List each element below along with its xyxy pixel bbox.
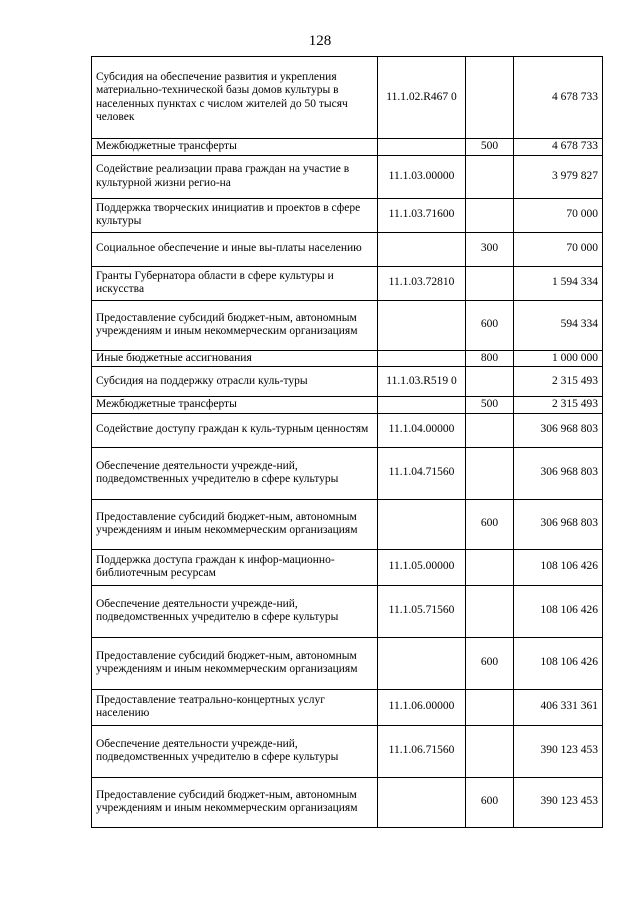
expense-name: Субсидия на обеспечение развития и укрепления материально-технической базы домов культуры в населенных пунктах с числом жителей до 50 тысяч человек xyxy=(92,57,378,139)
table-row xyxy=(92,585,603,637)
expense-type-code: 500 xyxy=(466,397,514,414)
table-row xyxy=(92,155,603,198)
amount: 4 678 733 xyxy=(514,139,603,156)
program-code: 11.1.03.72810 xyxy=(378,266,466,300)
expense-type-code xyxy=(466,413,514,447)
amount: 1 594 334 xyxy=(514,266,603,300)
amount: 2 315 493 xyxy=(514,397,603,414)
expense-type-code xyxy=(466,155,514,198)
expense-name: Содействие реализации права граждан на участие в культурной жизни регио-на xyxy=(92,155,378,198)
expense-type-code xyxy=(466,266,514,300)
table-row xyxy=(92,232,603,266)
table-row xyxy=(92,300,603,350)
expense-name: Предоставление театрально-концертных услуг населению xyxy=(92,689,378,725)
program-code xyxy=(378,499,466,549)
page-number: 128 xyxy=(308,33,332,49)
program-code xyxy=(378,637,466,689)
expense-name: Предоставление субсидий бюджет-ным, автономным учреждениям и иным некоммерческим организациям xyxy=(92,777,378,827)
expense-type-code xyxy=(466,367,514,397)
table-row xyxy=(92,725,603,777)
amount: 108 106 426 xyxy=(514,549,603,585)
expense-name: Межбюджетные трансферты xyxy=(92,397,378,414)
amount: 390 123 453 xyxy=(514,725,603,777)
expense-type-code: 300 xyxy=(466,232,514,266)
table-row xyxy=(92,198,603,232)
expense-type-code xyxy=(466,585,514,637)
expense-name: Иные бюджетные ассигнования xyxy=(92,350,378,367)
expense-type-code: 800 xyxy=(466,350,514,367)
amount: 2 315 493 xyxy=(514,367,603,397)
table-row xyxy=(92,413,603,447)
amount: 594 334 xyxy=(514,300,603,350)
expense-name: Обеспечение деятельности учрежде-ний, подведомственных учредителю в сфере культуры xyxy=(92,725,378,777)
expense-name: Поддержка доступа граждан к инфор-мационно-библиотечным ресурсам xyxy=(92,549,378,585)
table-row xyxy=(92,499,603,549)
expense-name: Обеспечение деятельности учрежде-ний, подведомственных учредителю в сфере культуры xyxy=(92,447,378,499)
table-row xyxy=(92,637,603,689)
amount: 70 000 xyxy=(514,232,603,266)
expense-name: Социальное обеспечение и иные вы-платы населению xyxy=(92,232,378,266)
table-row xyxy=(92,57,603,139)
budget-table xyxy=(91,56,603,828)
program-code: 11.1.05.71560 xyxy=(378,585,466,637)
table-row xyxy=(92,367,603,397)
program-code: 11.1.05.00000 xyxy=(378,549,466,585)
amount: 390 123 453 xyxy=(514,777,603,827)
expense-type-code: 600 xyxy=(466,300,514,350)
table-row xyxy=(92,397,603,414)
expense-name: Предоставление субсидий бюджет-ным, автономным учреждениям и иным некоммерческим организациям xyxy=(92,637,378,689)
expense-name: Поддержка творческих инициатив и проектов в сфере культуры xyxy=(92,198,378,232)
expense-type-code: 600 xyxy=(466,637,514,689)
expense-type-code xyxy=(466,447,514,499)
amount: 406 331 361 xyxy=(514,689,603,725)
expense-name: Предоставление субсидий бюджет-ным, автономным учреждениям и иным некоммерческим организациям xyxy=(92,499,378,549)
expense-name: Гранты Губернатора области в сфере культуры и искусства xyxy=(92,266,378,300)
amount: 3 979 827 xyxy=(514,155,603,198)
expense-name: Обеспечение деятельности учрежде-ний, подведомственных учредителю в сфере культуры xyxy=(92,585,378,637)
table-row xyxy=(92,777,603,827)
table-row xyxy=(92,350,603,367)
program-code xyxy=(378,139,466,156)
amount: 108 106 426 xyxy=(514,585,603,637)
expense-type-code xyxy=(466,198,514,232)
program-code: 11.1.06.00000 xyxy=(378,689,466,725)
program-code xyxy=(378,232,466,266)
program-code: 11.1.03.R519 0 xyxy=(378,367,466,397)
expense-type-code: 600 xyxy=(466,777,514,827)
expense-type-code xyxy=(466,549,514,585)
expense-type-code xyxy=(466,725,514,777)
amount: 306 968 803 xyxy=(514,447,603,499)
table-row xyxy=(92,266,603,300)
table-row xyxy=(92,447,603,499)
expense-name: Межбюджетные трансферты xyxy=(92,139,378,156)
program-code xyxy=(378,350,466,367)
amount: 1 000 000 xyxy=(514,350,603,367)
program-code: 11.1.03.71600 xyxy=(378,198,466,232)
program-code xyxy=(378,777,466,827)
expense-name: Предоставление субсидий бюджет-ным, автономным учреждениям и иным некоммерческим организациям xyxy=(92,300,378,350)
expense-type-code xyxy=(466,57,514,139)
expense-type-code xyxy=(466,689,514,725)
program-code: 11.1.06.71560 xyxy=(378,725,466,777)
program-code: 11.1.03.00000 xyxy=(378,155,466,198)
program-code xyxy=(378,300,466,350)
amount: 306 968 803 xyxy=(514,413,603,447)
expense-type-code: 500 xyxy=(466,139,514,156)
amount: 108 106 426 xyxy=(514,637,603,689)
table-row xyxy=(92,139,603,156)
amount: 70 000 xyxy=(514,198,603,232)
amount: 306 968 803 xyxy=(514,499,603,549)
program-code: 11.1.02.R467 0 xyxy=(378,57,466,139)
expense-type-code: 600 xyxy=(466,499,514,549)
table-row xyxy=(92,549,603,585)
expense-name: Субсидия на поддержку отрасли куль-туры xyxy=(92,367,378,397)
program-code xyxy=(378,397,466,414)
program-code: 11.1.04.00000 xyxy=(378,413,466,447)
expense-name: Содействие доступу граждан к куль-турным ценностям xyxy=(92,413,378,447)
program-code: 11.1.04.71560 xyxy=(378,447,466,499)
table-row xyxy=(92,689,603,725)
amount: 4 678 733 xyxy=(514,57,603,139)
